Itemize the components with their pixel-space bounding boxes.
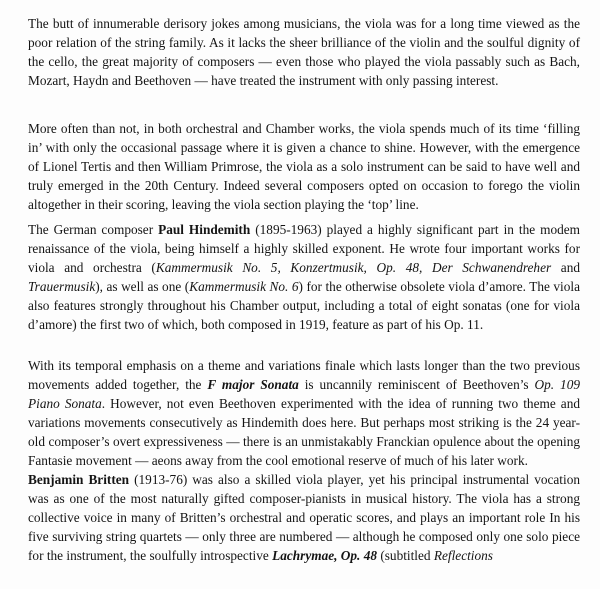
text-run: (subtitled — [377, 548, 434, 563]
composer-name: Paul Hindemith — [158, 222, 251, 237]
work-title: Kammermusik No. 5, Konzertmusik, Op. 48, Der Schwanendreher — [155, 260, 552, 275]
work-title: Op. 109 Piano Sonata — [28, 377, 580, 411]
paragraph-text: More often than not, in both orchestral and Chamber works, the viola spends much of its time ‘filling in’ with only the occasional passage where it is given a chance to shine. However, with the emergence of Lionel Tertis and then William Primrose, the viola as a solo instrument can be said to have well and truly emerged in the 20th Century. Indeed several composers opted on occasion to forego the violin altogether in their scoring, leaving the viola section playing the ‘top’ line. — [28, 121, 580, 212]
text-run: ) for the otherwise obsolete viola d’amore. The viola also features strongly throughout his Chamber output, including a total of eight sonatas (one for viola d’amore) the first two of which, both composed in 1919, feature as part of his Op. 11. — [28, 279, 580, 332]
text-run: ), as well as one ( — [95, 279, 190, 294]
paragraph-viola-reputation — [28, 14, 580, 90]
paragraph-f-major-sonata — [28, 356, 580, 470]
text-run: and — [551, 260, 580, 275]
text-run: (1895-1963) played a highly significant part in the modem renaissance of the viola, being himself a highly skilled exponent. He wrote four important works for viola and orchestra ( — [28, 222, 580, 275]
paragraph-text: The butt of innumerable derisory jokes among musicians, the viola was for a long time viewed as the poor relation of the string family. As it lacks the sheer brilliance of the violin and the soulful dignity of the cello, the great majority of composers — even those who played the viola passably such as Bach, Mozart, Haydn and Beethoven — have treated the instrument with only passing interest. — [28, 16, 580, 88]
paragraph-britten — [28, 470, 580, 565]
paragraph-hindemith — [28, 220, 580, 334]
text-run: . However, not even Beethoven experimented with the idea of running two theme and variations movements consecutively as Hindemith does here. But perhaps most striking is the 24 year-old composer’s overt expressiveness — there is an unmistakably Franckian opulence about the opening Fantasie movement — aeons away from the cool emotional reserve of much of his later work. — [28, 396, 580, 468]
composer-name: Benjamin Britten — [28, 472, 130, 487]
work-title: Trauermusik — [28, 279, 96, 294]
work-title-emphasis: Lachrymae, Op. 48 — [272, 548, 377, 563]
work-title: Kammermusik No. 6 — [189, 279, 299, 294]
work-title-emphasis: F major Sonata — [207, 377, 299, 392]
text-run: With its temporal emphasis on a theme and variations finale which lasts longer than the two previous movements added together, the — [28, 358, 580, 392]
text-run: The German composer — [28, 222, 159, 237]
work-title: Reflections — [433, 548, 493, 563]
text-run: is uncannily reminiscent of Beethoven’s — [298, 377, 535, 392]
text-run: (1913-76) was also a skilled viola player, yet his principal instrumental vocation was as one of the most naturally gifted composer-pianists in musical history. The viola has a strong collective voice in many of Britten’s orchestral and operatic scores, and plays an important role In his five surviving string quartets — only three are numbered — although he composed only one solo piece for the instrument, the soulfully introspective — [28, 472, 580, 563]
paragraph-viola-role — [28, 119, 580, 214]
